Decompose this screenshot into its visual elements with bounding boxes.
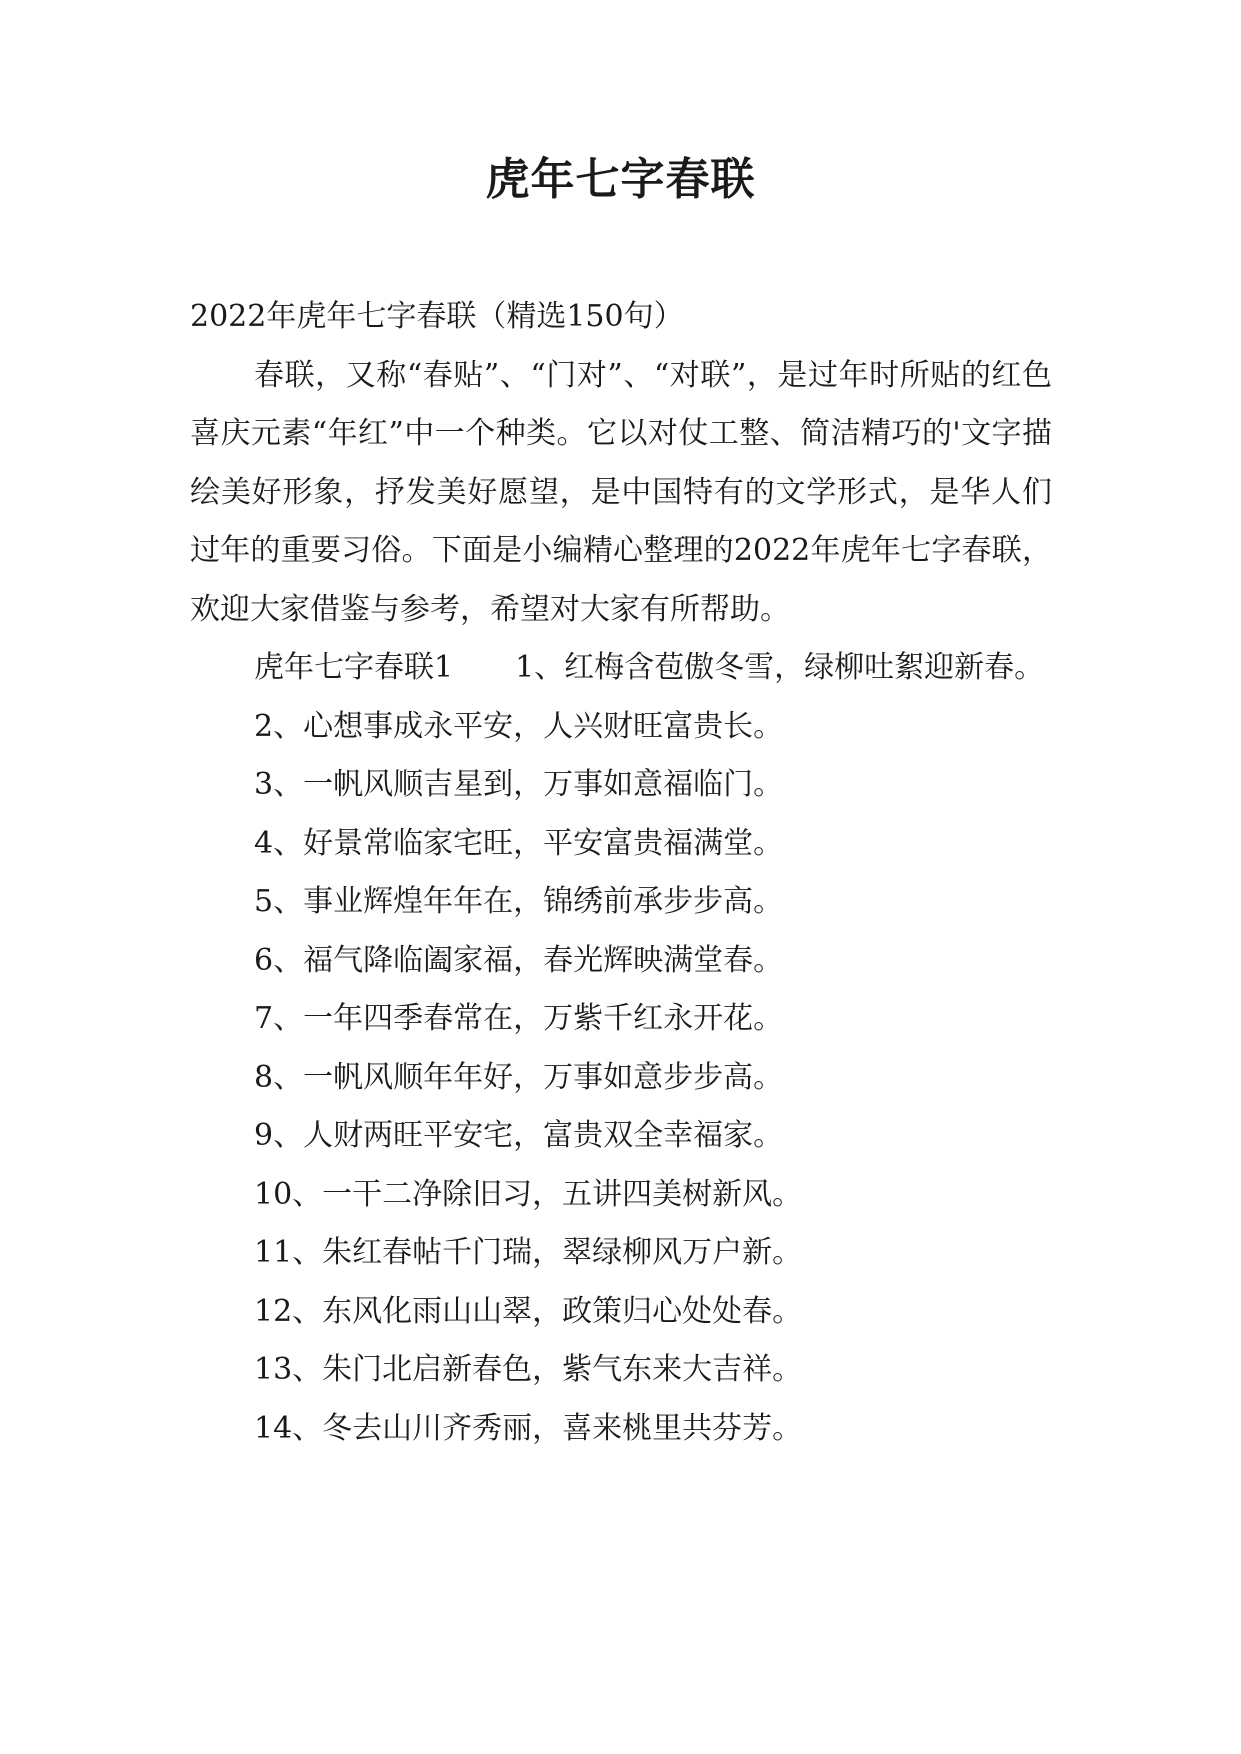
couplet-item: 12、东风化雨山山翠，政策归心处处春。 [254,1293,803,1329]
section-paragraph [190,639,1052,698]
couplet-item: 4、好景常临家宅旺，平安富贵福满堂。 [254,825,784,861]
couplet-item: 9、人财两旺平安宅，富贵双全幸福家。 [254,1118,784,1153]
couplet-item: 7、一年四季春常在，万紫千红永开花。 [254,1001,784,1036]
couplet-item: 11、朱红春帖千门瑞，翠绿柳风万户新。 [254,1235,803,1270]
intro-paragraph: 春联，又称“春贴”、“门对”、“对联”，是过年时所贴的红色喜庆元素“年红”中一个种类。它以对仗工整、简洁精巧的'文字描绘美好形象，抒发美好愿望，是中国特有的文学形式，是华人们过年的重要习俗。下面是小编精心整理的2022年虎年七字春联，欢迎大家借鉴与参考，希望对大家有所帮助。 [190,357,1052,627]
section-heading: 虎年七字春联1 [254,650,454,685]
couplet-item: 13、朱门北启新春色，紫气东来大吉祥。 [254,1352,803,1387]
document-title: 虎年七字春联 [485,154,756,205]
couplet-item: 6、福气降临阖家福，春光辉映满堂春。 [254,942,784,978]
first-couplet: 1、红梅含苞傲冬雪，绿柳吐絮迎新春。 [515,650,1045,685]
couplet-item: 3、一帆风顺吉星到，万事如意福临门。 [254,767,784,802]
couplet-item: 5、事业辉煌年年在，锦绣前承步步高。 [254,884,784,919]
document-body [190,288,1052,1458]
couplet-list [190,698,1052,1459]
couplet-item: 14、冬去山川齐秀丽，喜来桃里共芬芳。 [254,1410,803,1446]
document-subtitle: 2022年虎年七字春联（精选150句） [190,299,684,334]
couplet-item: 10、一干二净除旧习，五讲四美树新风。 [254,1176,803,1212]
couplet-item: 2、心想事成永平安，人兴财旺富贵长。 [254,708,784,744]
couplet-item: 8、一帆风顺年年好，万事如意步步高。 [254,1059,784,1095]
